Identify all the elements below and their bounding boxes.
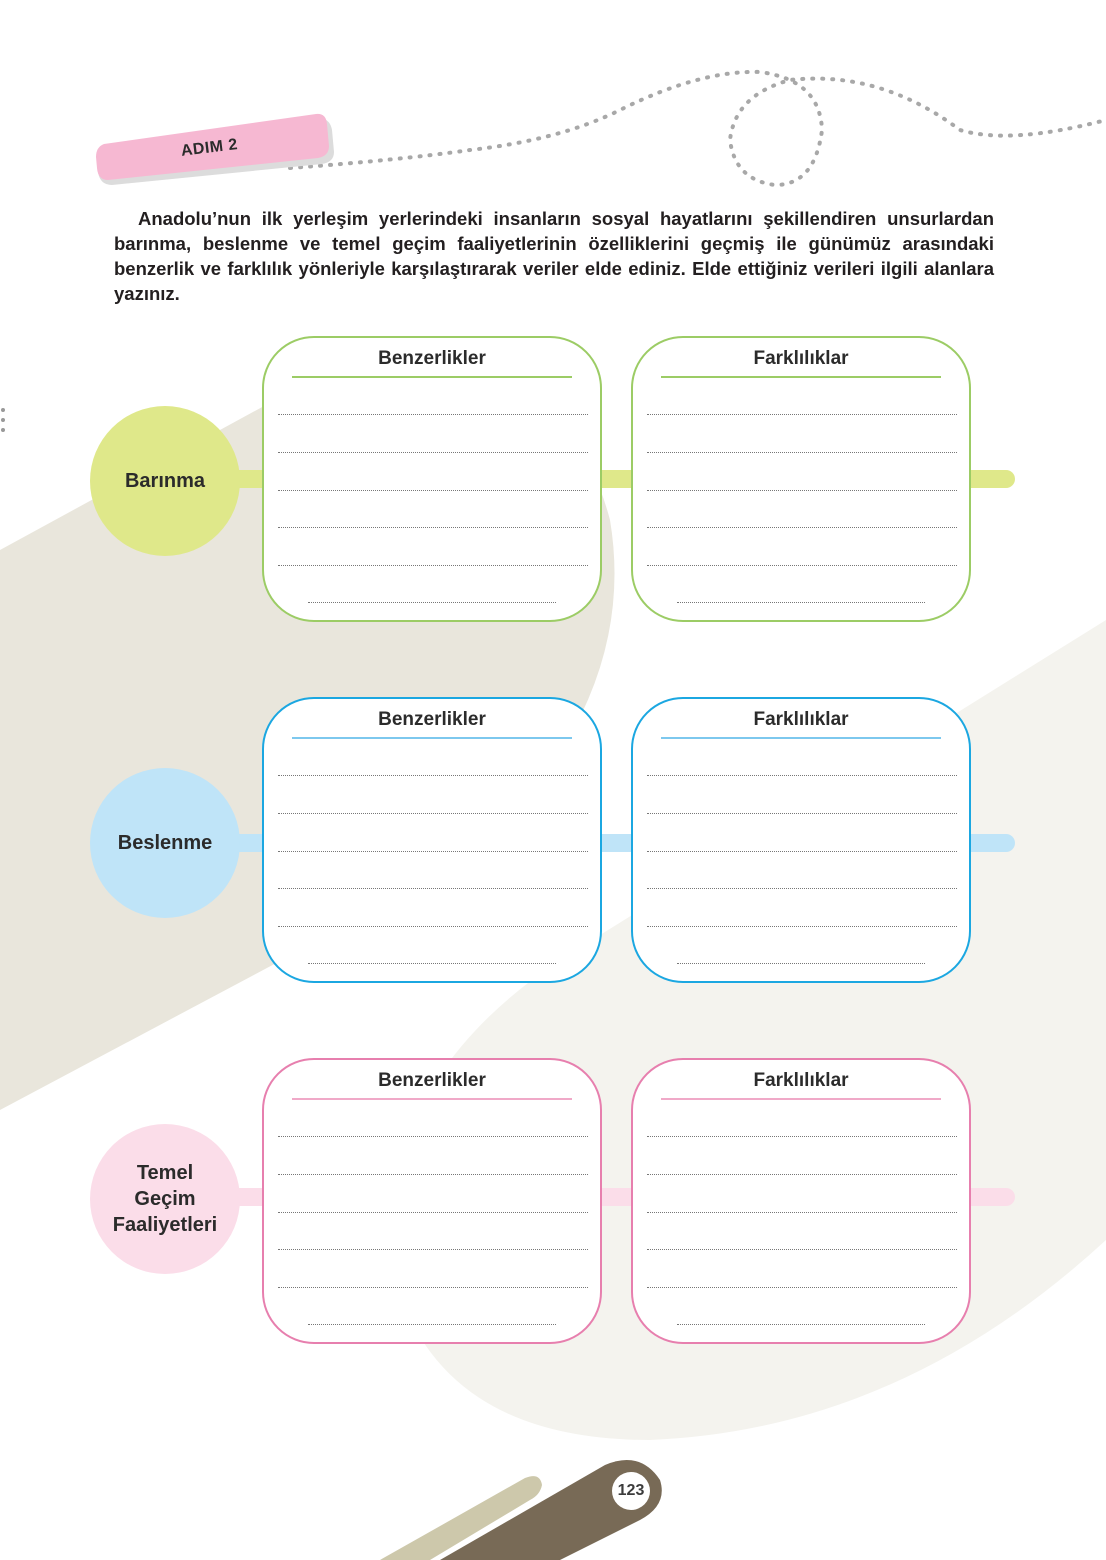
write-line[interactable] — [647, 1249, 957, 1250]
write-line[interactable] — [278, 1212, 588, 1213]
heading-rule — [292, 376, 572, 378]
write-line[interactable] — [647, 775, 957, 776]
topic-label: Beslenme — [117, 832, 213, 854]
differences-card-barinma[interactable] — [631, 336, 971, 622]
write-line[interactable] — [647, 926, 957, 927]
write-line[interactable] — [278, 527, 588, 528]
write-line[interactable] — [308, 602, 556, 603]
differences-card-beslenme[interactable] — [631, 697, 971, 983]
write-line[interactable] — [677, 602, 925, 603]
write-line[interactable] — [278, 1136, 588, 1137]
heading-rule — [292, 737, 572, 739]
similarities-card-barinma[interactable] — [262, 336, 602, 622]
write-line[interactable] — [647, 414, 957, 415]
write-line[interactable] — [278, 1249, 588, 1250]
write-line[interactable] — [647, 1212, 957, 1213]
write-line[interactable] — [278, 1287, 588, 1288]
topic-label-line: Faaliyetleri — [112, 1214, 218, 1236]
write-line[interactable] — [278, 775, 588, 776]
topic-circle-beslenme — [90, 768, 240, 918]
differences-card-temel-gecim[interactable] — [631, 1058, 971, 1344]
card-heading: Farklılıklar — [753, 709, 849, 730]
write-line[interactable] — [677, 963, 925, 964]
heading-rule — [292, 1098, 572, 1100]
write-line[interactable] — [278, 851, 588, 852]
write-line[interactable] — [308, 1324, 556, 1325]
write-line[interactable] — [278, 414, 588, 415]
write-line[interactable] — [647, 1174, 957, 1175]
topic-circle-temel-gecim-faaliyetleri — [90, 1124, 240, 1274]
write-line[interactable] — [647, 851, 957, 852]
heading-rule — [661, 376, 941, 378]
heading-rule — [661, 737, 941, 739]
similarities-card-beslenme[interactable] — [262, 697, 602, 983]
card-heading: Farklılıklar — [753, 1070, 849, 1091]
write-line[interactable] — [647, 490, 957, 491]
card-heading: Benzerlikler — [378, 1070, 486, 1091]
write-line[interactable] — [647, 888, 957, 889]
write-line[interactable] — [278, 926, 588, 927]
instructions-text — [114, 206, 994, 306]
dotted-swirl — [290, 72, 1106, 185]
card-heading: Benzerlikler — [378, 348, 486, 369]
write-line[interactable] — [278, 1174, 588, 1175]
topic-label: Barınma — [124, 470, 206, 492]
write-line[interactable] — [677, 1324, 925, 1325]
page-number: 123 — [612, 1472, 650, 1510]
write-line[interactable] — [308, 963, 556, 964]
write-line[interactable] — [278, 452, 588, 453]
write-line[interactable] — [647, 452, 957, 453]
card-heading: Benzerlikler — [378, 709, 486, 730]
write-line[interactable] — [647, 813, 957, 814]
write-line[interactable] — [278, 813, 588, 814]
write-line[interactable] — [278, 888, 588, 889]
card-heading: Farklılıklar — [753, 348, 849, 369]
topic-label-line: Temel — [136, 1162, 194, 1184]
heading-rule — [661, 1098, 941, 1100]
write-line[interactable] — [647, 1136, 957, 1137]
topic-label-line: Geçim — [134, 1188, 196, 1210]
write-line[interactable] — [278, 490, 588, 491]
similarities-card-temel-gecim[interactable] — [262, 1058, 602, 1344]
step-label: ADIM 2 — [180, 136, 239, 160]
write-line[interactable] — [647, 565, 957, 566]
topic-circle-barinma — [90, 406, 240, 556]
write-line[interactable] — [647, 527, 957, 528]
write-line[interactable] — [278, 565, 588, 566]
instructions-paragraph: Anadolu’nun ilk yerleşim yerlerindeki insanların sosyal hayatlarını şekillendiren unsurlardan barınma, beslenme ve temel geçim faaliyetlerinin özelliklerini geçmiş ile günümüz arasındaki benzerlik ve farklılık yönleriyle karşılaştırarak veriler elde ediniz. Elde ettiğiniz verileri ilgili alanlara yazınız. — [114, 208, 994, 304]
write-line[interactable] — [647, 1287, 957, 1288]
